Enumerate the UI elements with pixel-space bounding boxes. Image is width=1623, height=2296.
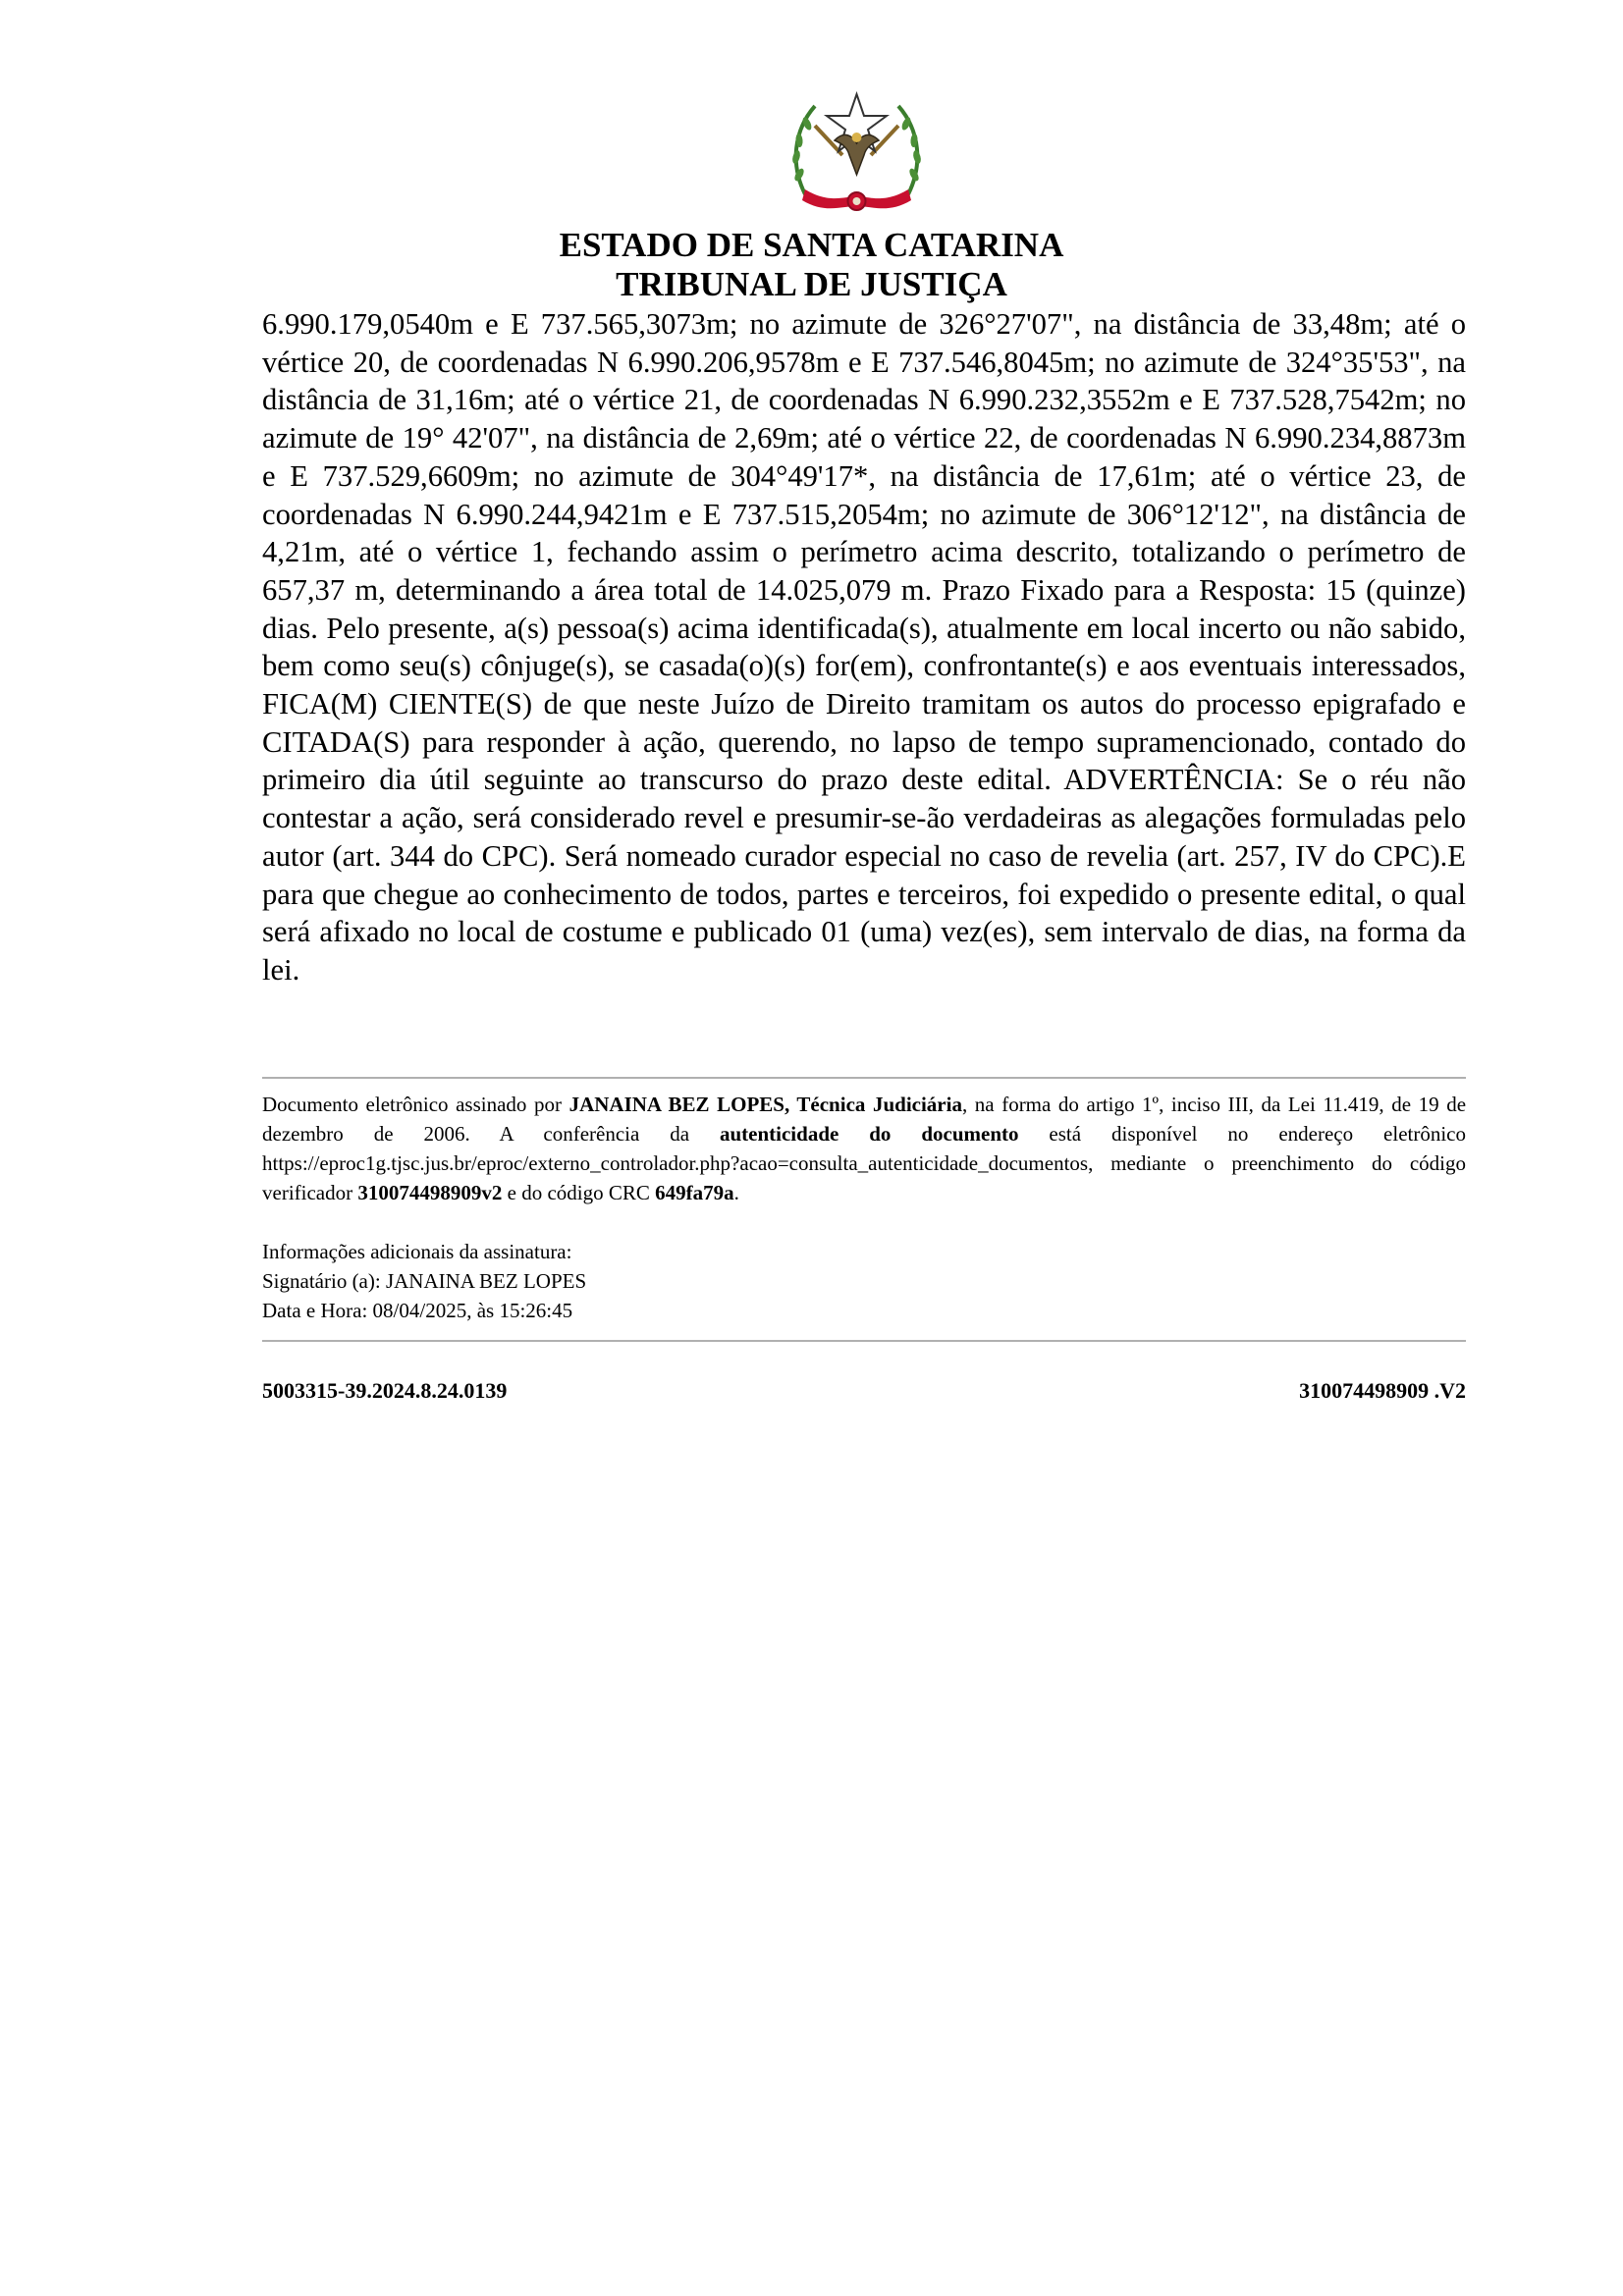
court-title: TRIBUNAL DE JUSTIÇA — [616, 265, 1007, 303]
signature-text-2: , na forma do artigo 1º, inciso III, da Lei 11.419, de 19 de dezembro de 2006. A conferência da — [262, 1093, 1467, 1146]
state-title: ESTADO DE SANTA CATARINA — [559, 226, 1064, 264]
authenticity-label: autenticidade do documento — [719, 1122, 1019, 1146]
document-version: 310074498909 .V2 — [1299, 1378, 1466, 1403]
divider-bottom — [262, 1340, 1466, 1342]
edital-body-text: 6.990.179,0540m e E 737.565,3073m; no azimute de 326°27'07", na distância de 33,48m; até o vértice 20, de coordenadas N 6.990.206,9578m e E 737.546,8045m; no azimute de 324°35'53", na distância de 31,16m; até o vértice 21, de coordenadas N 6.990.232,3552m e E 737.528,7542m; no azimute de 19° 42'07", na distância de 2,69m; até o vértice 22, de coordenadas N 6.990.234,8873m e E 737.529,6609m; no azimute de 304°49'17*, na distância de 17,61m; até o vértice 23, de coordenadas N 6.990.244,9421m e E 737.515,2054m; no azimute de 306°12'12", na distância de 4,21m, até o vértice 1, fechando assim o perímetro acima descrito, totalizando o perímetro de 657,37 m, determinando a área total de 14.025,079 m. Prazo Fixado para a Resposta: 15 (quinze) dias. Pelo presente, a(s) pessoa(s) acima identificada(s), atualmente em local incerto ou não sabido, bem como seu(s) cônjuge(s), se casada(o)(s) for(em), confrontante(s) e aos eventuais interessados, FICA(M) CIENTE(S) de que neste Juízo de Direito tramitam os autos do processo epigrafado e CITADA(S) para responder à ação, querendo, no lapso de tempo supramencionado, contado do primeiro dia útil seguinte ao transcurso do prazo deste edital. ADVERTÊNCIA: Se o réu não contestar a ação, será considerado revel e presumir-se-ão verdadeiras as alegações formuladas pelo autor (art. 344 do CPC). Será nomeado curador especial no caso de revelia (art. 257, IV do CPC).E para que chegue ao conhecimento de todos, partes e terceiros, foi expedido o presente edital, o qual será afixado no local de costume e publicado 01 (uma) vez(es), sem intervalo de dias, na forma da lei. — [262, 307, 1466, 987]
process-number: 5003315-39.2024.8.24.0139 — [262, 1378, 508, 1403]
signature-text-1: Documento eletrônico assinado por — [262, 1093, 569, 1116]
divider-top — [262, 1077, 1466, 1079]
verifier-code: 310074498909v2 — [357, 1181, 503, 1204]
signature-info — [262, 1237, 1466, 1325]
signature-text-3: está disponível no endereço eletrônico https://eproc1g.tjsc.jus.br/eproc/externo_controlador.php?acao=consulta_autenticidade_documentos, mediante o preenchimento do código verificador — [262, 1122, 1466, 1204]
signer-name-role: JANAINA BEZ LOPES, Técnica Judiciária — [568, 1093, 962, 1116]
signature-text-5: . — [733, 1181, 739, 1204]
signature-datetime: Data e Hora: 08/04/2025, às 15:26:45 — [262, 1299, 573, 1322]
signature-text-4: e do código CRC — [502, 1181, 656, 1204]
electronic-signature-notice — [262, 1090, 1466, 1207]
signatory-line: Signatário (a): JANAINA BEZ LOPES — [262, 1269, 587, 1293]
crc-code: 649fa79a — [655, 1181, 734, 1204]
signature-info-title: Informações adicionais da assinatura: — [262, 1240, 572, 1263]
coat-of-arms-icon — [785, 86, 928, 219]
